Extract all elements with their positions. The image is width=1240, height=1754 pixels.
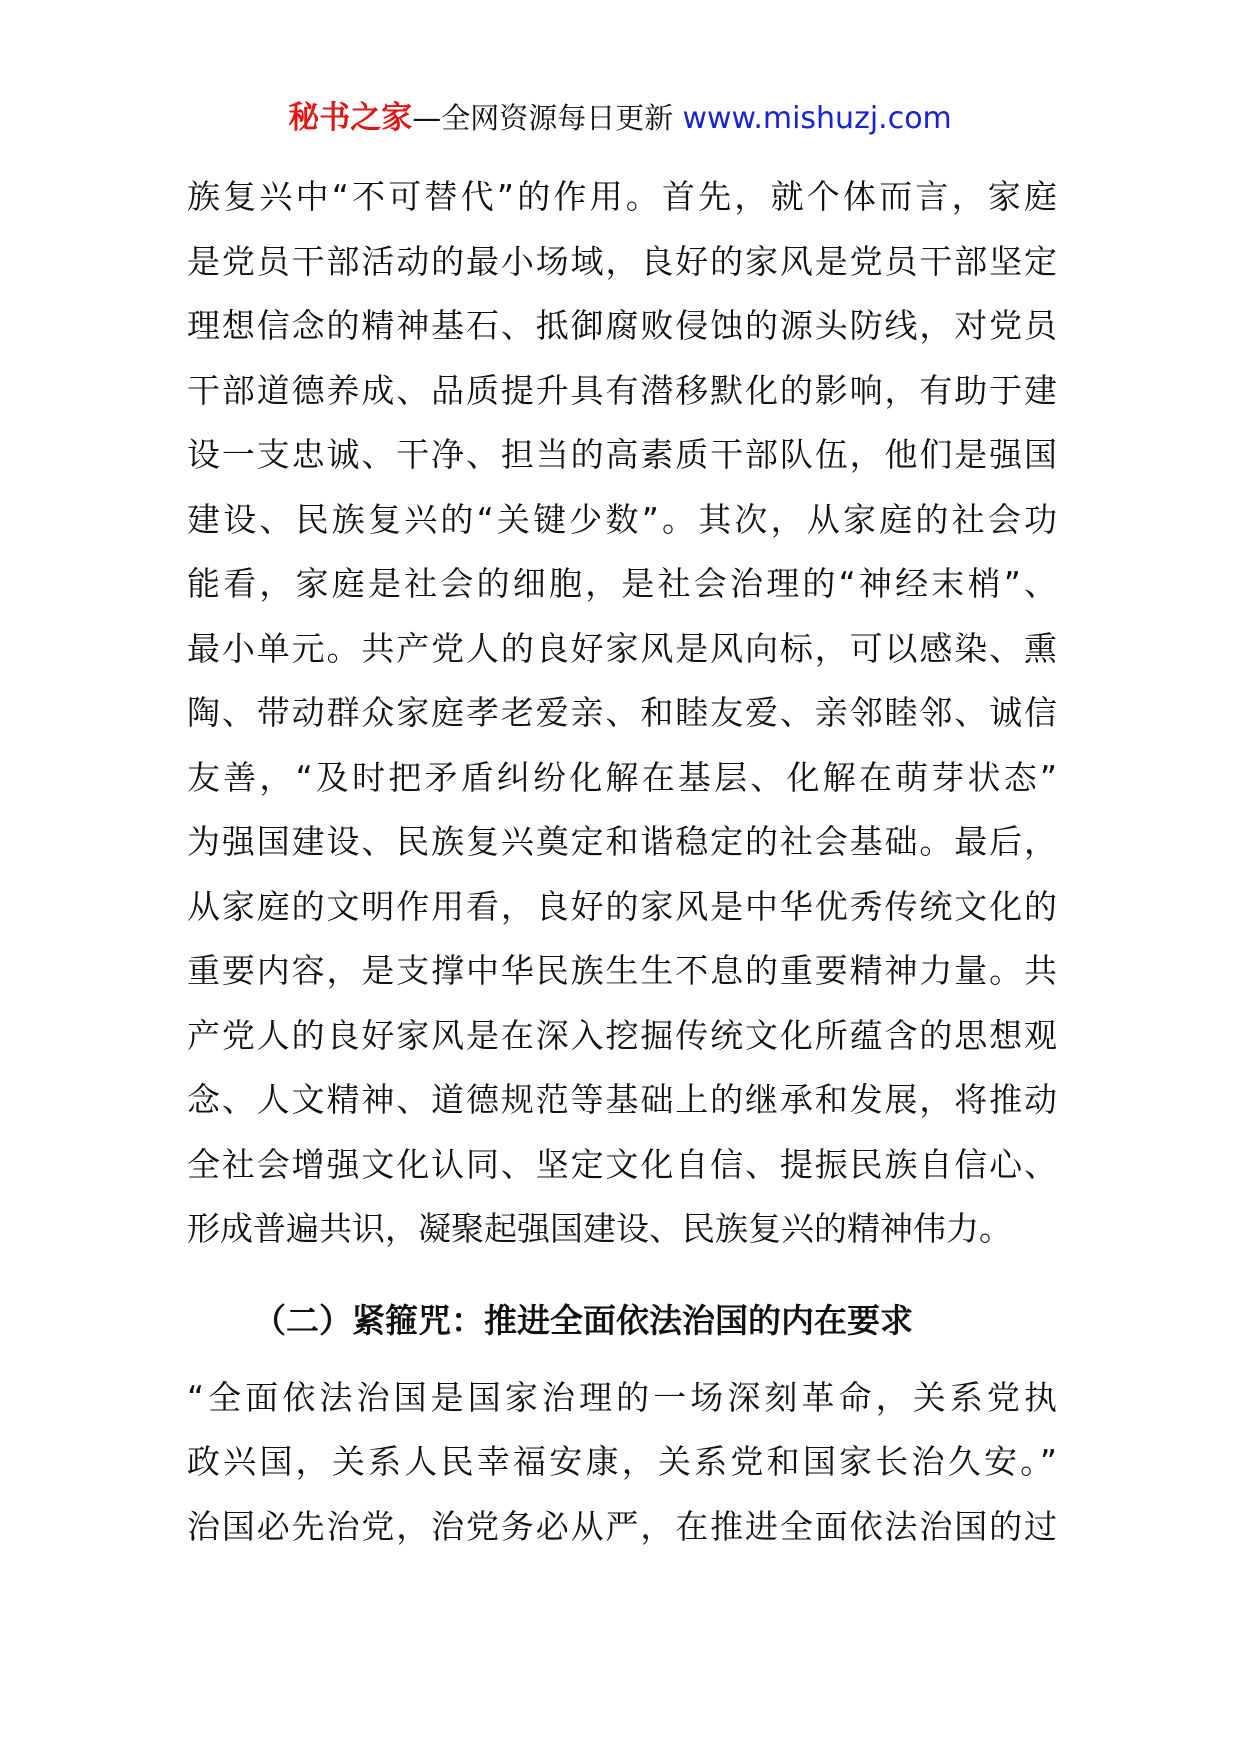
paragraph-family-values [187,165,1057,1262]
text-line: 族复兴中“不可替代”的作用。首先，就个体而言，家庭 [187,177,1057,216]
header-tagline: —全网资源每日更新 [412,101,674,135]
text-line: 建设、民族复兴的“关键少数”。其次，从家庭的社会功 [187,499,1057,539]
document-body [187,165,1057,1559]
site-url-link[interactable]: www.mishuzj.com [682,101,952,136]
text-line: 是党员干部活动的最小场域，良好的家风是党员干部坚定 [187,241,1057,281]
text-line: 为强国建设、民族复兴奠定和谐稳定的社会基础。最后， [187,822,1057,861]
text-line: 友善，“及时把矛盾纠纷化解在基层、化解在萌芽状态” [187,757,1057,797]
text-line: “全面依法治国是国家治理的一场深刻革命，关系党执 [187,1377,1057,1417]
site-header [0,96,1240,141]
text-line: 最小单元。共产党人的良好家风是风向标，可以感染、熏 [187,628,1057,668]
text-line: 干部道德养成、品质提升具有潜移默化的影响，有助于建 [187,370,1057,410]
text-line: 治国必先治党，治党务必从严，在推进全面依法治国的过 [187,1506,1057,1546]
text-line: 重要内容，是支撑中华民族生生不息的重要精神力量。共 [187,951,1057,990]
text-line: 形成普遍共识，凝聚起强国建设、民族复兴的精神伟力。 [187,1209,1012,1248]
text-line: 能看，家庭是社会的细胞，是社会治理的“神经末梢”、 [187,564,1057,603]
brand-name: 秘书之家 [288,100,413,136]
text-line: 全社会增强文化认同、坚定文化自信、提振民族自信心、 [187,1144,1057,1184]
text-line: 从家庭的文明作用看，良好的家风是中华优秀传统文化的 [187,886,1057,926]
text-line: 政兴国，关系人民幸福安康，关系党和国家长治久安。” [187,1442,1057,1481]
text-line: 念、人文精神、道德规范等基础上的继承和发展，将推动 [187,1080,1057,1119]
section-heading: （二）紧箍咒：推进全面依法治国的内在要求 [253,1300,913,1340]
text-line: 产党人的良好家风是在深入挖掘传统文化所蕴含的思想观 [187,1015,1057,1055]
text-line: 陶、带动群众家庭孝老爱亲、和睦友爱、亲邻睦邻、诚信 [187,693,1057,732]
text-line: 理想信念的精神基石、抵御腐败侵蚀的源头防线，对党员 [187,306,1057,345]
text-line: 设一支忠诚、干净、担当的高素质干部队伍，他们是强国 [187,435,1057,474]
paragraph-rule-of-law [187,1366,1057,1560]
